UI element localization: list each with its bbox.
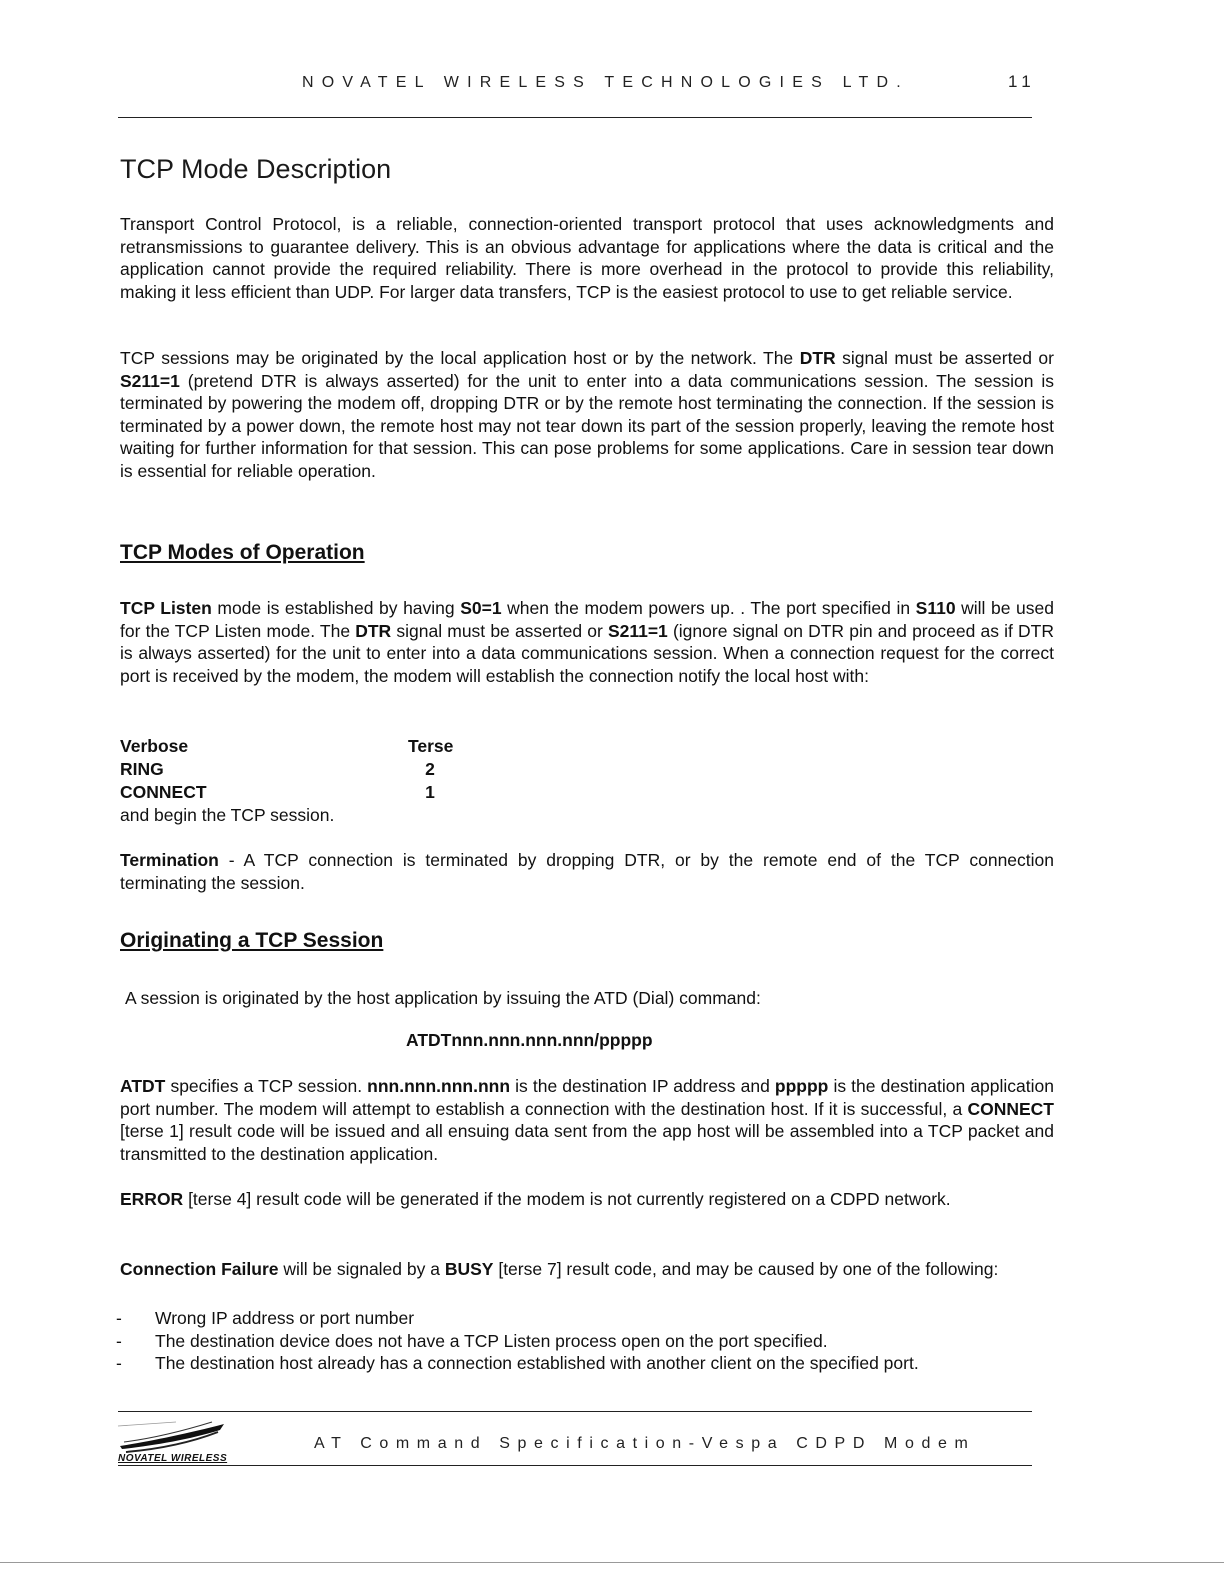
list-item <box>116 1352 1046 1375</box>
intro-paragraph-1: Transport Control Protocol, is a reliable, connection-oriented transport protocol that uses acknowledgments and retransmissions to guarantee delivery. This is an obvious advantage for applications where the data is critical and the application cannot provide the required reliability. There is more overhead in the protocol to provide this reliability, making it less efficient than UDP. For larger data transfers, TCP is the easiest protocol to use to get reliable service. <box>120 214 1054 302</box>
terse-value: 2 <box>425 759 435 779</box>
atdt-paragraph: ATDT specifies a TCP session. nnn.nnn.nnn.nnn is the destination IP address and ppppp is the destination application port number. The modem will attempt to establish a connection with the destination host. If it is successful, a CONNECT [terse 1] result code will be issued and all ensuing data sent from the app host will be assembled into a TCP packet and transmitted to the destination application. <box>120 1076 1054 1164</box>
list-bullet: - <box>116 1353 122 1374</box>
response-row <box>120 781 520 804</box>
response-codes-table <box>120 735 520 827</box>
scan-edge-line <box>0 1562 1224 1563</box>
list-item-text: Wrong IP address or port number <box>155 1308 415 1328</box>
originating-intro: A session is originated by the host application by issuing the ATD (Dial) command: <box>125 988 761 1008</box>
list-item-text: The destination host already has a connection established with another client on the specified port. <box>155 1353 919 1374</box>
logo-wordmark: NOVATEL WIRELESS <box>118 1453 228 1464</box>
tcp-listen-paragraph: TCP Listen mode is established by having S0=1 when the modem powers up. . The port specified in S110 will be used for the TCP Listen mode. The DTR signal must be asserted or S211=1 (ignore signal on DTR pin and proceed as if DTR is always asserted) for the unit to enter into a data communications session. When a connection request for the correct port is received by the modem, the modem will establish the connection notify the local host with: <box>120 598 1054 686</box>
failure-paragraph: Connection Failure will be signaled by a BUSY [terse 7] result code, and may be caused by one of the following: <box>120 1259 999 1279</box>
header-company-name: NOVATEL WIRELESS TECHNOLOGIES LTD. <box>302 74 909 91</box>
verbose-value: RING <box>120 759 164 779</box>
section-heading-modes: TCP Modes of Operation <box>120 541 365 564</box>
list-item <box>116 1307 1046 1330</box>
page-title: TCP Mode Description <box>120 154 392 184</box>
list-item <box>116 1330 1046 1353</box>
response-row <box>120 758 520 781</box>
list-bullet: - <box>116 1308 122 1328</box>
dial-command: ATDTnnn.nnn.nnn.nnn/ppppp <box>406 1030 653 1050</box>
error-paragraph: ERROR [terse 4] result code will be generated if the modem is not currently registered on a CDPD network. <box>120 1189 951 1209</box>
response-header-row <box>120 735 520 758</box>
list-item-text: The destination device does not have a TCP Listen process open on the port specified. <box>155 1330 828 1351</box>
terse-column-header: Terse <box>408 736 454 756</box>
termination-paragraph: Termination - A TCP connection is terminated by dropping DTR, or by the remote end of the TCP connection terminating the session. <box>120 850 1054 893</box>
verbose-column-header: Verbose <box>120 736 189 756</box>
footer-rule-top <box>118 1411 1032 1412</box>
list-bullet: - <box>116 1330 122 1351</box>
terse-value: 1 <box>425 782 435 802</box>
intro-paragraph-2: TCP sessions may be originated by the local application host or by the network. The DTR signal must be asserted or S211=1 (pretend DTR is always asserted) for the unit to enter into a data communications session. The session is terminated by powering the modem off, dropping DTR or by the remote host terminating the connection. If the session is terminated by a power down, the remote host may not tear down its part of the session properly, leaving the remote host waiting for further information for that session. This can pose problems for some applications. Care in session tear down is essential for reliable operation. <box>120 348 1054 481</box>
footer-document-title: AT Command Specification-Vespa CDPD Modem <box>314 1435 976 1452</box>
page-number: 11 <box>1008 72 1036 91</box>
failure-causes-list <box>116 1307 1046 1375</box>
verbose-value: CONNECT <box>120 782 207 802</box>
section-heading-originating: Originating a TCP Session <box>120 929 384 952</box>
header-rule <box>118 117 1032 118</box>
response-tail-text: and begin the TCP session. <box>120 805 335 825</box>
footer-rule-bottom <box>118 1465 1032 1466</box>
